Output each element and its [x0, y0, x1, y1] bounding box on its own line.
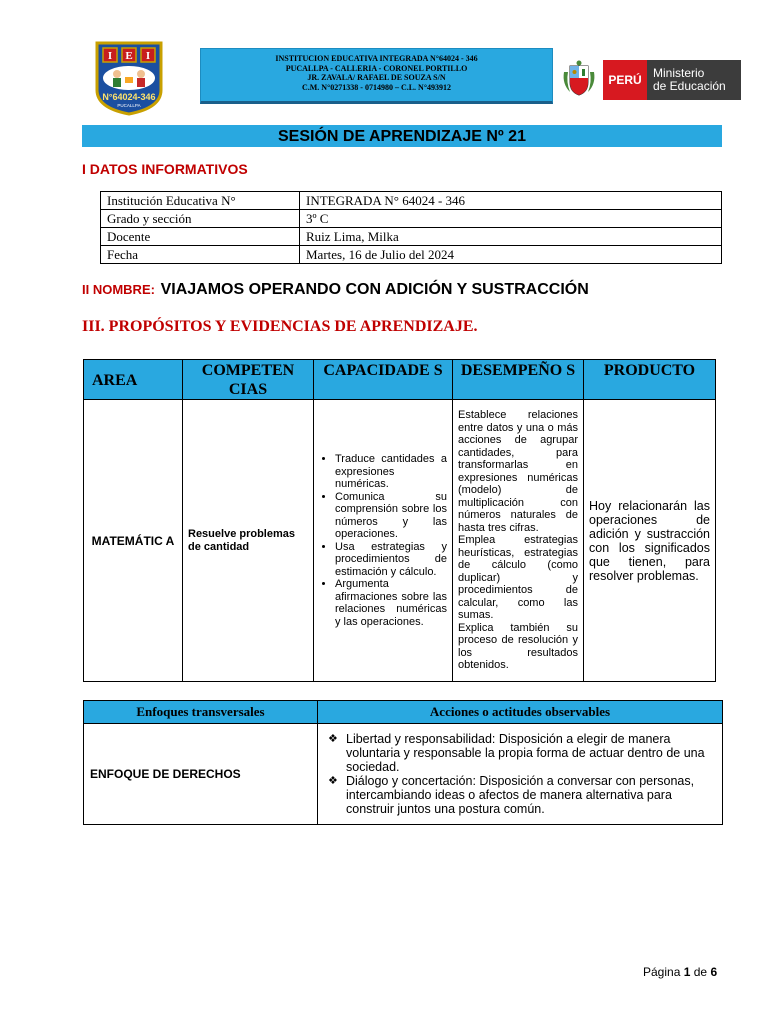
header-producto: PRODUCTO: [584, 360, 716, 400]
accion-text: Diálogo y concertación: Disposición a conversar con personas, intercambiando ideas o afectos de manera alternativa para construir juntos una postura común.: [346, 774, 695, 816]
institution-line-4: C.M. N°0271338 - 0714980 – C.L. N°493912: [301, 82, 452, 92]
header-competencias: COMPETEN CIAS: [183, 360, 314, 400]
info-row: [101, 210, 722, 228]
logo-code: N°64024-346: [102, 92, 156, 102]
info-row: [101, 192, 722, 210]
capacidades-list: [319, 453, 447, 628]
peru-coat-of-arms-icon: [562, 60, 596, 98]
desempenos-cell: [453, 400, 584, 682]
session-name: VIAJAMOS OPERANDO CON ADICIÓN Y SUSTRACCIÓN: [160, 281, 589, 298]
capacidad-item: • Usa estrategias y procedimientos de estimación y cálculo.: [335, 541, 447, 579]
acciones-list: [324, 732, 716, 816]
desempeno-item: Emplea estrategias heurísticas, estrategias de cálculo (como duplicar) y procedimientos de calcular, como las sumas.: [458, 534, 578, 622]
capacidad-item: • Argumenta afirmaciones sobre las relaciones numéricas y las operaciones.: [335, 578, 447, 628]
info-label: Fecha: [101, 246, 300, 264]
header-area: AREA: [84, 360, 183, 400]
institution-line-3: JR. ZAVALA/ RAFAEL DE SOUZA S/N: [307, 73, 446, 82]
peru-label: PERÚ: [603, 60, 647, 100]
capacidad-item: • Traduce cantidades a expresiones numéricas.: [335, 453, 447, 491]
accion-item: [328, 732, 716, 774]
section-3-title: III. PROPÓSITOS Y EVIDENCIAS DE APRENDIZAJE.: [82, 318, 478, 335]
enfoque-name: ENFOQUE DE DERECHOS: [84, 724, 318, 825]
info-value: 3º C: [300, 210, 722, 228]
logo-place: PUCALLPA: [117, 103, 141, 108]
accion-text: Libertad y responsabilidad: Disposición a elegir de manera voluntaria y responsable la propia forma de actuar dentro de una sociedad.: [346, 732, 705, 774]
capacidades-cell: [314, 400, 453, 682]
section-2-title: [82, 281, 589, 299]
info-row: [101, 246, 722, 264]
purposes-header-row: [84, 360, 716, 400]
accion-item: [328, 774, 716, 816]
institution-line-2: PUCALLPA - CALLERIA - CORONEL PORTILLO: [285, 63, 468, 73]
institution-header-box: [200, 48, 553, 104]
acciones-cell: [318, 724, 723, 825]
ministry-name: [647, 60, 741, 100]
section-2-label: II NOMBRE:: [82, 282, 155, 297]
logo-letter-3: I: [145, 50, 151, 62]
capacidad-item: • Comunica su comprensión sobre los números y las operaciones.: [335, 491, 447, 541]
enfoques-header-row: [84, 701, 723, 724]
school-logo: [94, 40, 164, 116]
ministry-line-1: Ministerio: [653, 66, 705, 80]
info-label: Grado y sección: [101, 210, 300, 228]
enfoques-table: [83, 700, 723, 825]
info-table: [100, 191, 722, 264]
ministry-line-2: de Educación: [653, 79, 726, 93]
header-enfoques: Enfoques transversales: [84, 701, 318, 724]
info-row: [101, 228, 722, 246]
desempeno-item: Explica también su proceso de resolución y los resultados obtenidos.: [458, 621, 578, 672]
competencia-cell: Resuelve problemas de cantidad: [183, 400, 314, 682]
header-capacidades: CAPACIDADE S: [314, 360, 453, 400]
header-acciones: Acciones o actitudes observables: [318, 701, 723, 724]
logo-letter-2: E: [125, 50, 133, 62]
purposes-row: [84, 400, 716, 682]
logo-letter-1: I: [107, 50, 113, 62]
footer-page: 1: [683, 965, 691, 979]
footer-prefix: Página: [643, 965, 681, 979]
purposes-table: [83, 359, 716, 682]
footer-middle: de: [693, 965, 708, 979]
section-1-title: I DATOS INFORMATIVOS: [82, 161, 248, 177]
area-cell: MATEMÁTIC A: [84, 400, 183, 682]
info-label: Institución Educativa N°: [101, 192, 300, 210]
desempeno-item: Establece relaciones entre datos y una o más acciones de agrupar cantidades, para transformarlas en expresiones numéricas (modelo) de multiplicación con números naturales de hasta tres cifras.: [458, 409, 578, 534]
diamond-bullet-icon: ❖: [328, 733, 338, 745]
institution-line-1: INSTITUCION EDUCATIVA INTEGRADA N°64024 - 346: [275, 54, 478, 63]
info-value: Martes, 16 de Julio del 2024: [300, 246, 722, 264]
info-value: INTEGRADA N° 64024 - 346: [300, 192, 722, 210]
ministry-of-education-logo: [603, 60, 741, 100]
diamond-bullet-icon: ❖: [328, 775, 338, 787]
info-value: Ruiz Lima, Milka: [300, 228, 722, 246]
enfoques-row: [84, 724, 723, 825]
header-desempenos: DESEMPEÑO S: [453, 360, 584, 400]
producto-cell: Hoy relacionarán las operaciones de adición y sustracción con los significados que tienen, para resolver problemas.: [584, 400, 716, 682]
page-footer: [643, 965, 717, 979]
footer-total: 6: [710, 965, 718, 979]
session-title: SESIÓN DE APRENDIZAJE Nº 21: [82, 125, 722, 147]
info-label: Docente: [101, 228, 300, 246]
